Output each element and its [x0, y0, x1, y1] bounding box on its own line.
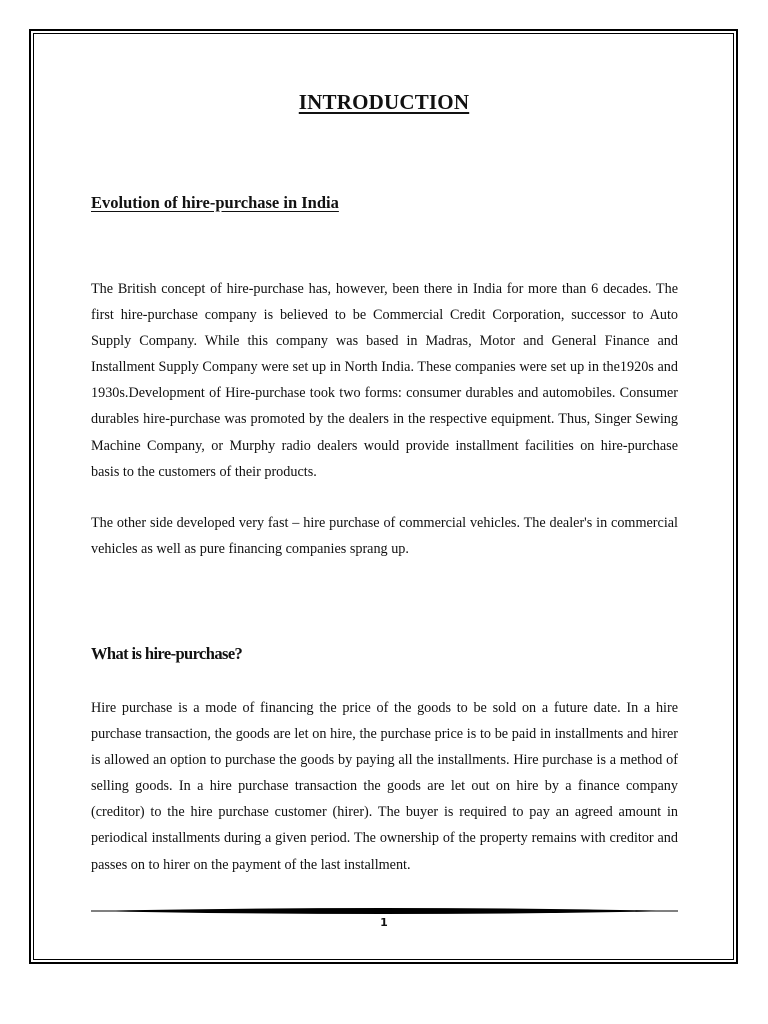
section-heading-evolution: Evolution of hire-purchase in India [91, 193, 339, 212]
paragraph-evolution-1 [91, 276, 678, 485]
paragraph-text: The British concept of hire-purchase has, however, been there in India for more than 6 decades. The first hire-purchase company is believed to be Commercial Credit Corporation, successor to Auto Supply Company. While this company was based in Madras, Motor and General Finance and Installment Supply Company were set up in North India. These companies were set up in the1920s and 1930s.Development of Hire-purchase took two forms: consumer durables and automobiles. Consumer durables hire-purchase was promoted by the dealers in the respective equipment. Thus, Singer Sewing Machine Company, or Murphy radio dealers would provide installment facilities on hire-purchase basis to the customers of their products. [91, 281, 678, 480]
section-heading-what-is: What is hire-purchase? [91, 644, 243, 663]
paragraph-what-is-1 [91, 695, 678, 878]
page-title: INTRODUCTION [298, 90, 470, 114]
paragraph-text: The other side developed very fast – hire purchase of commercial vehicles. The dealer's in commercial vehicles as well as pure financing companies sprang up. [91, 515, 678, 558]
paragraph-text: Hire purchase is a mode of financing the price of the goods to be sold on a future date. In a hire purchase transaction, the goods are let on hire, the purchase price is to be paid in installments and hirer is allowed an option to purchase the goods by paying all the installments. Hire purchase is a method of selling goods. In a hire purchase transaction the goods are let out on hire by a finance company (creditor) to the hire purchase customer (hirer). The buyer is required to pay an agreed amount in periodical installments during a given period. The ownership of the property remains with creditor and passes on to hirer on the payment of the last installment. [91, 700, 678, 873]
page-number: 1 [380, 916, 388, 929]
paragraph-evolution-2 [91, 510, 678, 562]
